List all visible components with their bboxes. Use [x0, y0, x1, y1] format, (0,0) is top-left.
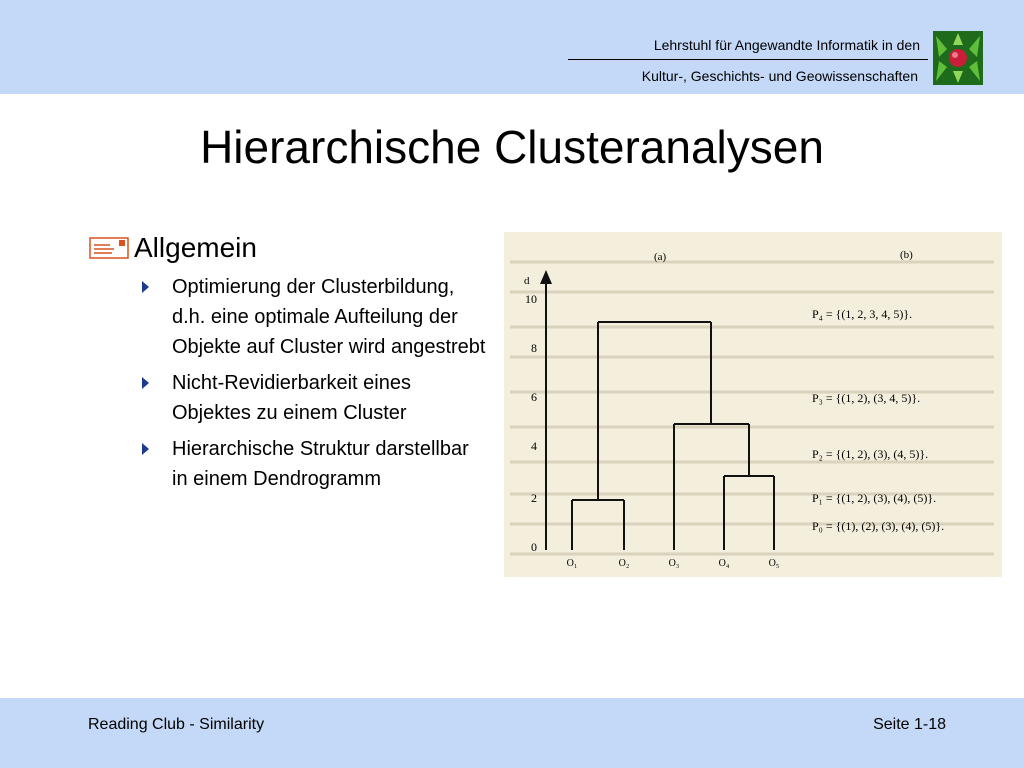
object-label: O₃	[668, 558, 680, 569]
panel-b-label: (b)	[900, 249, 913, 261]
page-number: Seite 1-18	[873, 716, 946, 733]
bullet-item: Hierarchische Struktur darstellbar in einem Dendrogramm	[138, 434, 488, 494]
partition-p0: P₀ = {(1), (2), (3), (4), (5)}.	[812, 519, 945, 533]
header-institution-line2: Kultur-, Geschichts- und Geowissenschaften	[641, 68, 918, 84]
header-institution-line1: Lehrstuhl für Angewandte Informatik in den	[653, 37, 920, 53]
tick-label: 6	[531, 390, 537, 404]
partition-p3: P₃ = {(1, 2), (3, 4, 5)}.	[812, 391, 921, 405]
bullet-item: Nicht-Revidierbarkeit eines Objektes zu einem Cluster	[138, 368, 488, 428]
slide-content	[88, 232, 488, 500]
object-label: O₅	[768, 558, 780, 569]
footer-title: Reading Club - Similarity	[88, 716, 265, 733]
slide-title: Hierarchische Clusteranalysen	[200, 121, 824, 173]
panel-a-label: (a)	[654, 251, 667, 263]
object-label: O₂	[618, 558, 630, 569]
object-label: O₁	[566, 558, 578, 569]
partition-p2: P₂ = {(1, 2), (3), (4, 5)}.	[812, 447, 929, 461]
tick-label: 4	[531, 439, 537, 453]
heading-allgemein	[88, 232, 488, 264]
tick-label: 0	[531, 540, 537, 554]
heading-label: Allgemein	[134, 232, 257, 263]
bullet-list	[88, 272, 488, 494]
y-axis-label: d	[524, 275, 530, 287]
header-divider	[568, 59, 928, 60]
tick-label: 2	[531, 491, 537, 505]
dendrogram-figure	[504, 232, 1002, 577]
partition-p4: P₄ = {(1, 2, 3, 4, 5)}.	[812, 307, 913, 321]
partition-p1: P₁ = {(1, 2), (3), (4), (5)}.	[812, 491, 937, 505]
triangle-bullet-icon	[142, 377, 149, 389]
triangle-bullet-icon	[142, 281, 149, 293]
object-label: O₄	[718, 558, 730, 569]
bullet-item: Optimierung der Clusterbildung, d.h. eine optimale Aufteilung der Objekte auf Cluster wird angestrebt	[138, 272, 488, 362]
tick-label: 10	[525, 292, 537, 306]
institution-logo	[933, 31, 983, 85]
tick-label: 8	[531, 341, 537, 355]
triangle-bullet-icon	[142, 443, 149, 455]
note-bullet-icon	[88, 236, 130, 260]
